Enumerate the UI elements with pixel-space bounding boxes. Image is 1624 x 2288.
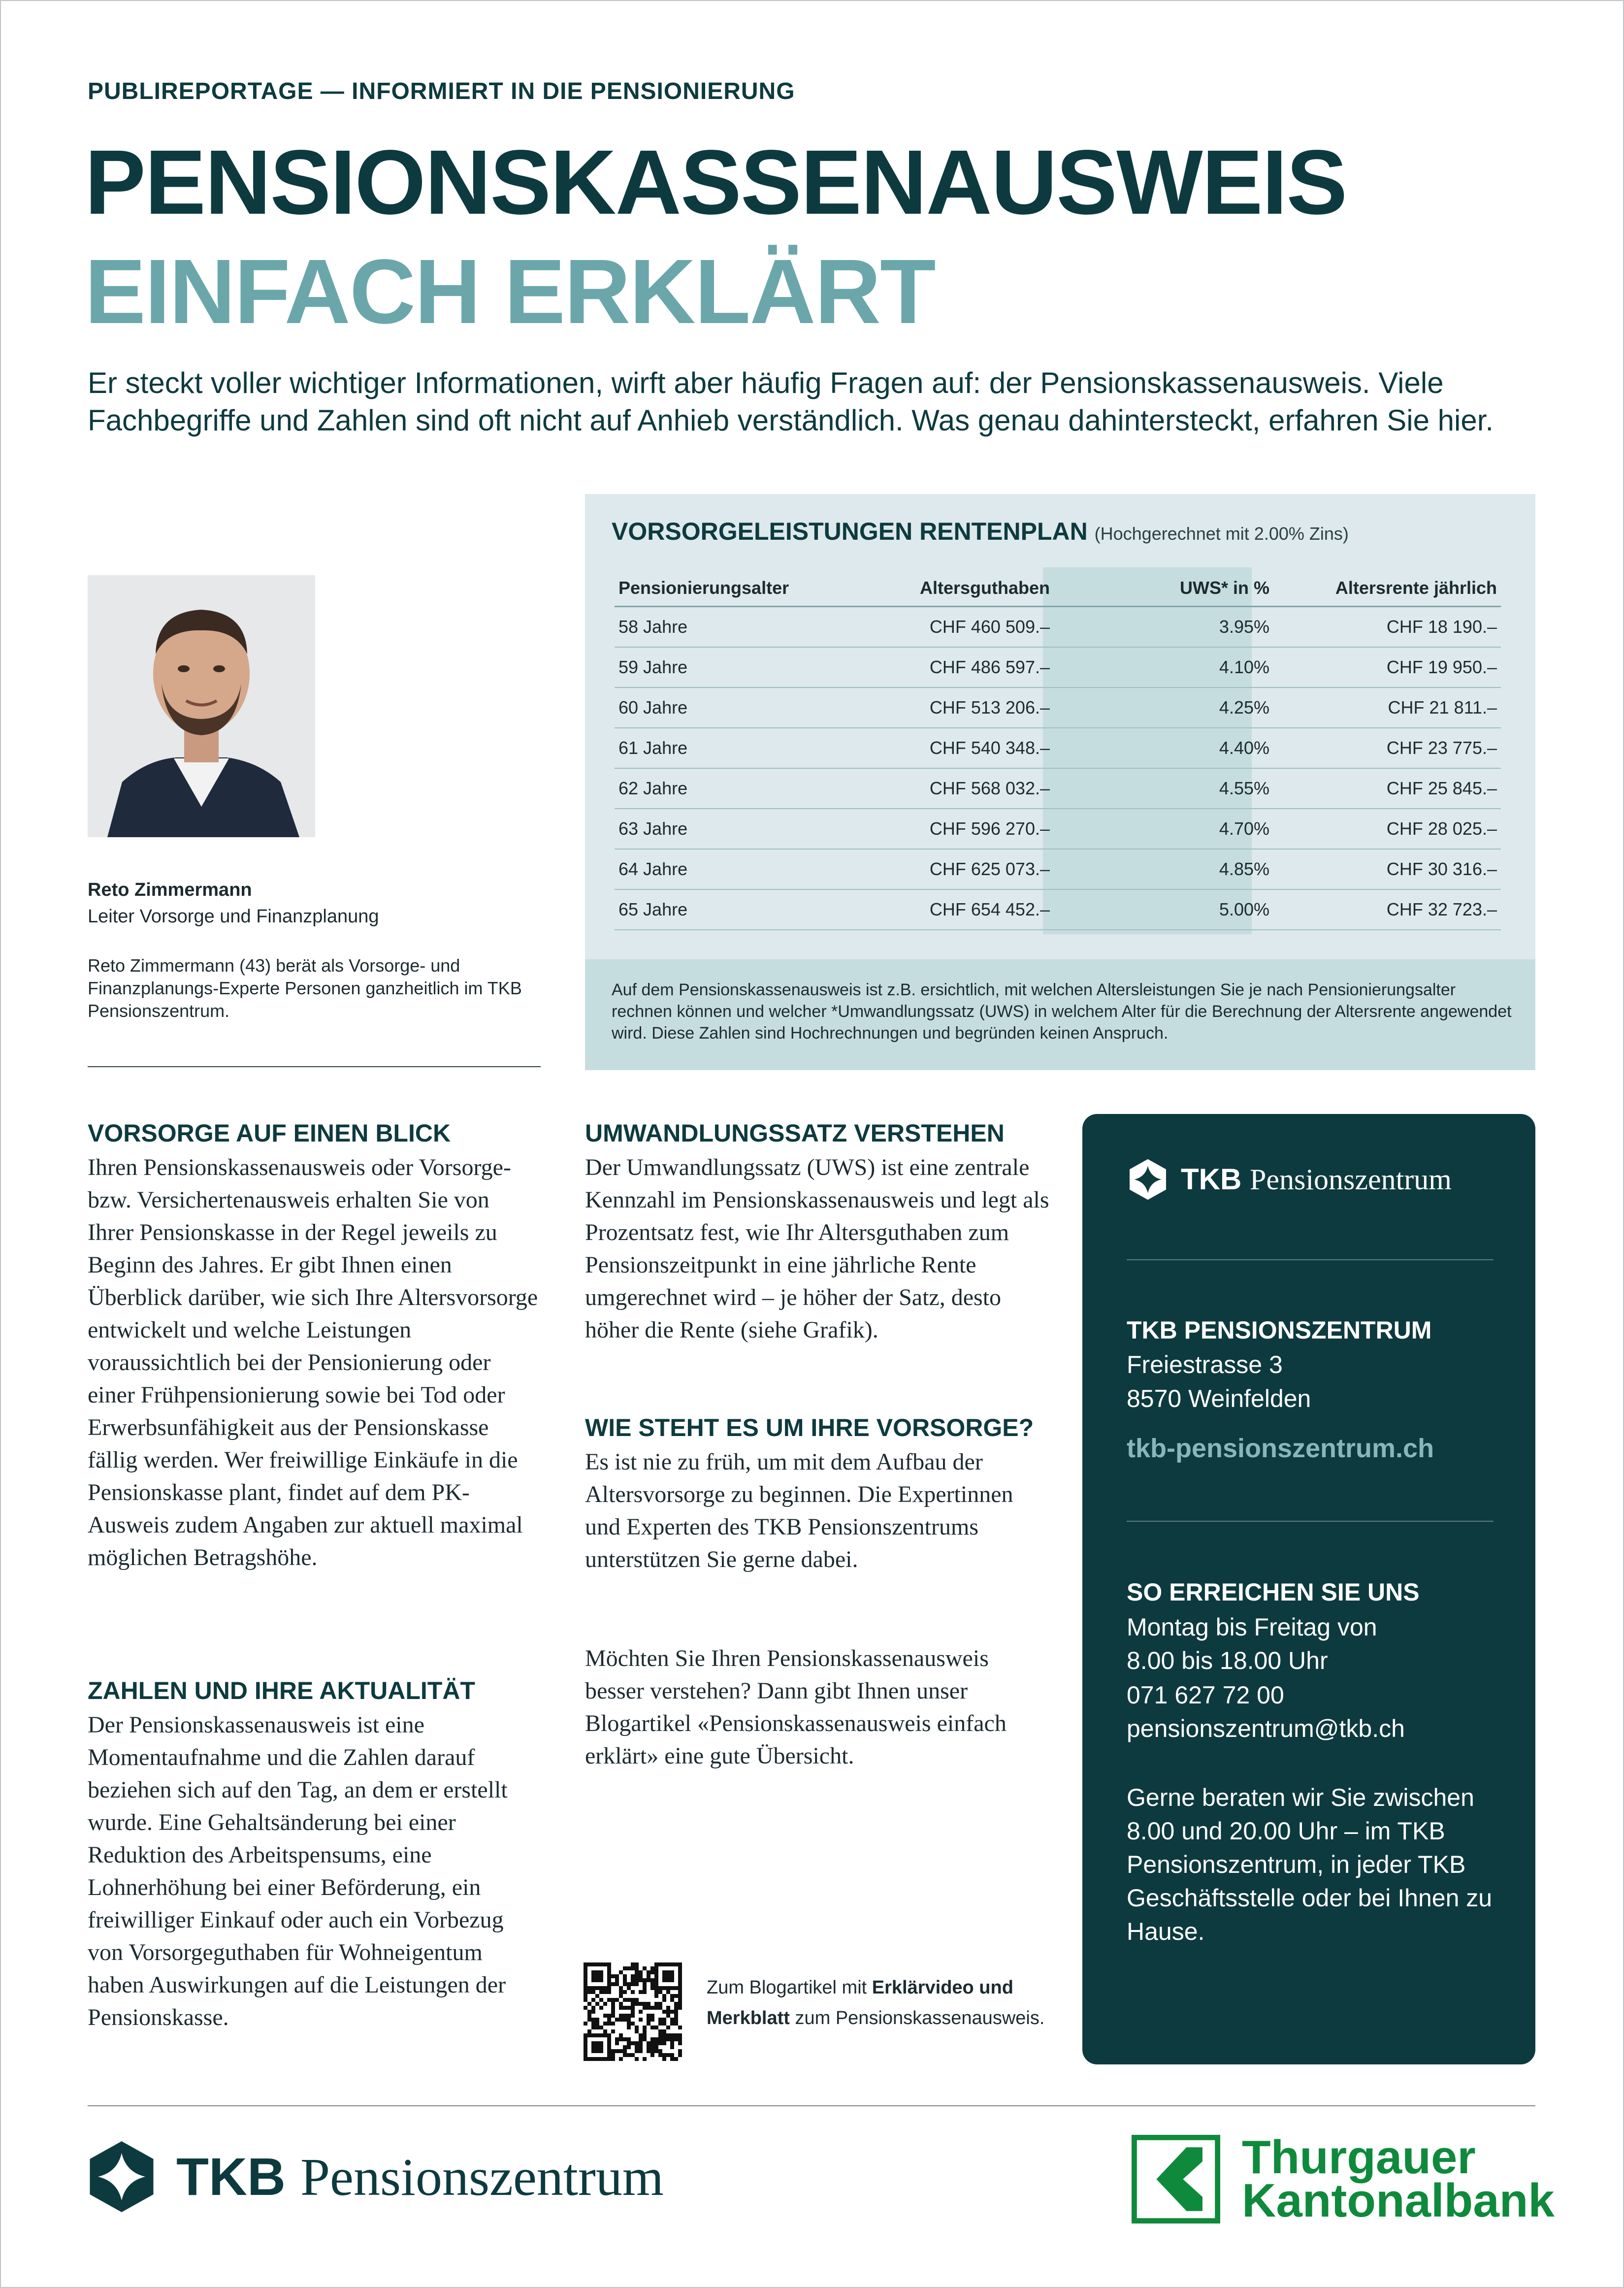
footer-divider bbox=[88, 2105, 1535, 2106]
cell-pension: CHF 23 775.– bbox=[1273, 728, 1501, 768]
cell-pension: CHF 18 190.– bbox=[1273, 607, 1501, 648]
cell-uws: 5.00% bbox=[1054, 889, 1273, 930]
section-text-zahlen: Der Pensionskassenausweis ist eine Momentaufnahme und die Zahlen darauf beziehen sich auf den Tag, an dem er erstellt wurde. Eine Gehaltsänderung bei einer Reduktion des Arbeitspensums, eine Lohnerhöhung bei einer Beförderung, ein freiwilliger Einkauf oder auch ein Vorbezug von Vorsorgeguthaben für Wohneigentum haben Auswirkungen auf die Leistungen der Pensionskasse. bbox=[88, 1712, 508, 2030]
cell-pension: CHF 28 025.– bbox=[1273, 809, 1501, 849]
cell-pension: CHF 19 950.– bbox=[1273, 647, 1501, 687]
divider bbox=[88, 1066, 541, 1067]
cell-age: 63 Jahre bbox=[615, 809, 878, 849]
contact-hours-2: 8.00 bis 18.00 Uhr bbox=[1127, 1647, 1328, 1674]
header-balance: Altersguthaben bbox=[878, 570, 1054, 607]
tkb-star-icon bbox=[1127, 1158, 1169, 1201]
table-row bbox=[615, 889, 1501, 930]
cell-balance: CHF 540 348.– bbox=[878, 728, 1054, 768]
cell-uws: 4.55% bbox=[1054, 768, 1273, 809]
section-text-vorsorge: Ihren Pensionskassenausweis oder Vorsorge- bzw. Versichertenausweis erhalten Sie von Ihrer Pensionskasse in der Regel jeweils zu Beginn des Jahres. Er gibt Ihnen einen Überblick darüber, wie sich Ihre Altersvorsorge entwickelt und welche Leistungen voraussichtlich bei der Pensionierung oder einer Frühpensionierung sowie bei Tod oder Erwerbsunfähigkeit aus der Pensionskasse fällig werden. Wer freiwillige Einkäufe in die Pensionskasse plant, findet auf dem PK-Ausweis zudem Angaben zur aktuell maximal möglichen Betragshöhe. bbox=[88, 1154, 538, 1570]
cell-pension: CHF 21 811.– bbox=[1273, 687, 1501, 728]
cell-balance: CHF 568 032.– bbox=[878, 768, 1054, 809]
cell-balance: CHF 596 270.– bbox=[878, 809, 1054, 849]
cell-uws: 4.10% bbox=[1054, 647, 1273, 687]
table-row bbox=[615, 687, 1501, 728]
contact-phone[interactable]: 071 627 72 00 bbox=[1127, 1681, 1284, 1709]
cell-balance: CHF 486 597.– bbox=[878, 647, 1054, 687]
cell-uws: 3.95% bbox=[1054, 607, 1273, 648]
person-role: Leiter Vorsorge und Finanzplanung bbox=[88, 906, 379, 927]
box-divider bbox=[1127, 1259, 1494, 1260]
address-city: 8570 Weinfelden bbox=[1127, 1385, 1311, 1412]
contact-advice: Gerne beraten wir Sie zwischen 8.00 und 20.00 Uhr – im TKB Pensionszentrum, in jeder TKB Geschäftsstelle oder bei Ihnen zu Hause. bbox=[1127, 1784, 1493, 1945]
box-brand-rest: Pensionszentrum bbox=[1249, 1163, 1452, 1196]
cell-balance: CHF 460 509.– bbox=[878, 607, 1054, 648]
person-bio: Reto Zimmermann (43) berät als Vorsorge- und Finanzplanungs-Experte Personen ganzheitlich im TKB Pensionszentrum. bbox=[88, 955, 522, 1021]
cell-uws: 4.70% bbox=[1054, 809, 1273, 849]
qr-code[interactable] bbox=[584, 1962, 682, 2061]
section-title-vorsorge-stand: WIE STEHT ES UM IHRE VORSORGE? bbox=[585, 1414, 1034, 1441]
cell-age: 64 Jahre bbox=[615, 849, 878, 889]
tkb-chevron-icon bbox=[1132, 2135, 1220, 2223]
box-divider bbox=[1127, 1521, 1494, 1522]
cell-pension: CHF 25 845.– bbox=[1273, 768, 1501, 809]
table-title: VORSORGELEISTUNGEN RENTENPLAN (Hochgerechnet mit 2.00% Zins) bbox=[612, 518, 1349, 545]
qr-caption: Zum Blogartikel mit Erklärvideo und Merkblatt zum Pensionskassenausweis. bbox=[707, 1977, 1045, 2028]
table-subtitle: (Hochgerechnet mit 2.00% Zins) bbox=[1094, 523, 1349, 544]
section-text-vorsorge-stand: Es ist nie zu früh, um mit dem Aufbau der Altersvorsorge zu beginnen. Die Expertinnen und Experten des TKB Pensionszentrums unterstützen Sie gerne dabei. bbox=[585, 1449, 1013, 1572]
portrait-photo bbox=[88, 575, 315, 837]
cell-age: 62 Jahre bbox=[615, 768, 878, 809]
table-row bbox=[615, 607, 1501, 648]
cell-uws: 4.85% bbox=[1054, 849, 1273, 889]
rentenplan-table bbox=[615, 570, 1501, 930]
bank-name-line2: Kantonalbank bbox=[1242, 2174, 1555, 2227]
section-title-vorsorge: VORSORGE AUF EINEN BLICK bbox=[88, 1119, 451, 1147]
contact-email[interactable]: pensionszentrum@tkb.ch bbox=[1127, 1715, 1405, 1742]
cell-balance: CHF 625 073.– bbox=[878, 849, 1054, 889]
cell-pension: CHF 32 723.– bbox=[1273, 889, 1501, 930]
contact-hours-1: Montag bis Freitag von bbox=[1127, 1613, 1377, 1641]
table-row bbox=[615, 728, 1501, 768]
header-pension: Altersrente jährlich bbox=[1273, 570, 1501, 607]
address-title: TKB PENSIONSZENTRUM bbox=[1127, 1316, 1432, 1344]
table-row bbox=[615, 809, 1501, 849]
footer-brand-rest: Pensionszentrum bbox=[300, 2148, 664, 2207]
bank-name-line1: Thurgauer bbox=[1242, 2131, 1476, 2184]
table-header-row bbox=[615, 570, 1501, 607]
table-row bbox=[615, 647, 1501, 687]
lead-paragraph: Er steckt voller wichtiger Informationen, wirft aber häufig Fragen auf: der Pensionskassenausweis. Viele Fachbegriffe und Zahlen sind oft nicht auf Anhieb verständlich. Was genau dahintersteckt, erfahren Sie hier. bbox=[88, 366, 1494, 437]
table-note: Auf dem Pensionskassenausweis ist z.B. ersichtlich, mit welchen Altersleistungen Sie je nach Pensionierungsalter rechnen können und welcher *Umwandlungssatz (UWS) in welchem Alter für die Berechnung der Altersrente angewendet wird. Diese Zahlen sind Hochrechnungen und begründen keinen Anspruch. bbox=[612, 981, 1512, 1043]
cell-age: 65 Jahre bbox=[615, 889, 878, 930]
website-link[interactable]: tkb-pensionszentrum.ch bbox=[1127, 1434, 1434, 1463]
footer-tkb-pensionszentrum-logo bbox=[85, 2140, 664, 2214]
person-name: Reto Zimmermann bbox=[88, 880, 252, 900]
header-age: Pensionierungsalter bbox=[615, 570, 878, 607]
cell-uws: 4.40% bbox=[1054, 728, 1273, 768]
cell-age: 61 Jahre bbox=[615, 728, 878, 768]
header-uws: UWS* in % bbox=[1054, 570, 1273, 607]
section-title-zahlen: ZAHLEN UND IHRE AKTUALITÄT bbox=[88, 1677, 475, 1704]
cell-balance: CHF 654 452.– bbox=[878, 889, 1054, 930]
tkb-star-icon bbox=[85, 2140, 159, 2214]
section-title-uws: UMWANDLUNGSSATZ VERSTEHEN bbox=[585, 1119, 1005, 1147]
box-brand bbox=[1127, 1158, 1452, 1201]
contact-title: SO ERREICHEN SIE UNS bbox=[1127, 1578, 1420, 1606]
section-text-uws: Der Umwandlungssatz (UWS) ist eine zentrale Kennzahl im Pensionskassenausweis und legt als Prozentsatz fest, wie Ihr Altersguthaben zum Pensionszeitpunkt in eine jährliche Rente umgerechnet wird – je höher der Satz, desto höher die Rente (siehe Grafik). bbox=[585, 1154, 1049, 1343]
box-brand-bold: TKB bbox=[1181, 1163, 1242, 1196]
table-row bbox=[615, 849, 1501, 889]
table-row bbox=[615, 768, 1501, 809]
address-street: Freiestrasse 3 bbox=[1127, 1351, 1283, 1378]
headline-line1: PENSIONSKASSENAUSWEIS bbox=[85, 131, 1347, 233]
cell-pension: CHF 30 316.– bbox=[1273, 849, 1501, 889]
footer-brand-bold: TKB bbox=[176, 2146, 286, 2206]
thurgauer-kantonalbank-logo bbox=[1132, 2131, 1555, 2227]
cell-age: 58 Jahre bbox=[615, 607, 878, 648]
section-text-blog: Möchten Sie Ihren Pensionskassenausweis besser verstehen? Dann gibt Ihnen unser Blogartikel «Pensionskassenausweis einfach erklärt» eine gute Übersicht. bbox=[585, 1645, 1007, 1769]
cell-uws: 4.25% bbox=[1054, 687, 1273, 728]
cell-age: 60 Jahre bbox=[615, 687, 878, 728]
cell-age: 59 Jahre bbox=[615, 647, 878, 687]
kicker: PUBLIREPORTAGE — INFORMIERT IN DIE PENSIONIERUNG bbox=[88, 78, 795, 104]
cell-balance: CHF 513 206.– bbox=[878, 687, 1054, 728]
headline-line2: EINFACH ERKLÄRT bbox=[85, 241, 935, 343]
